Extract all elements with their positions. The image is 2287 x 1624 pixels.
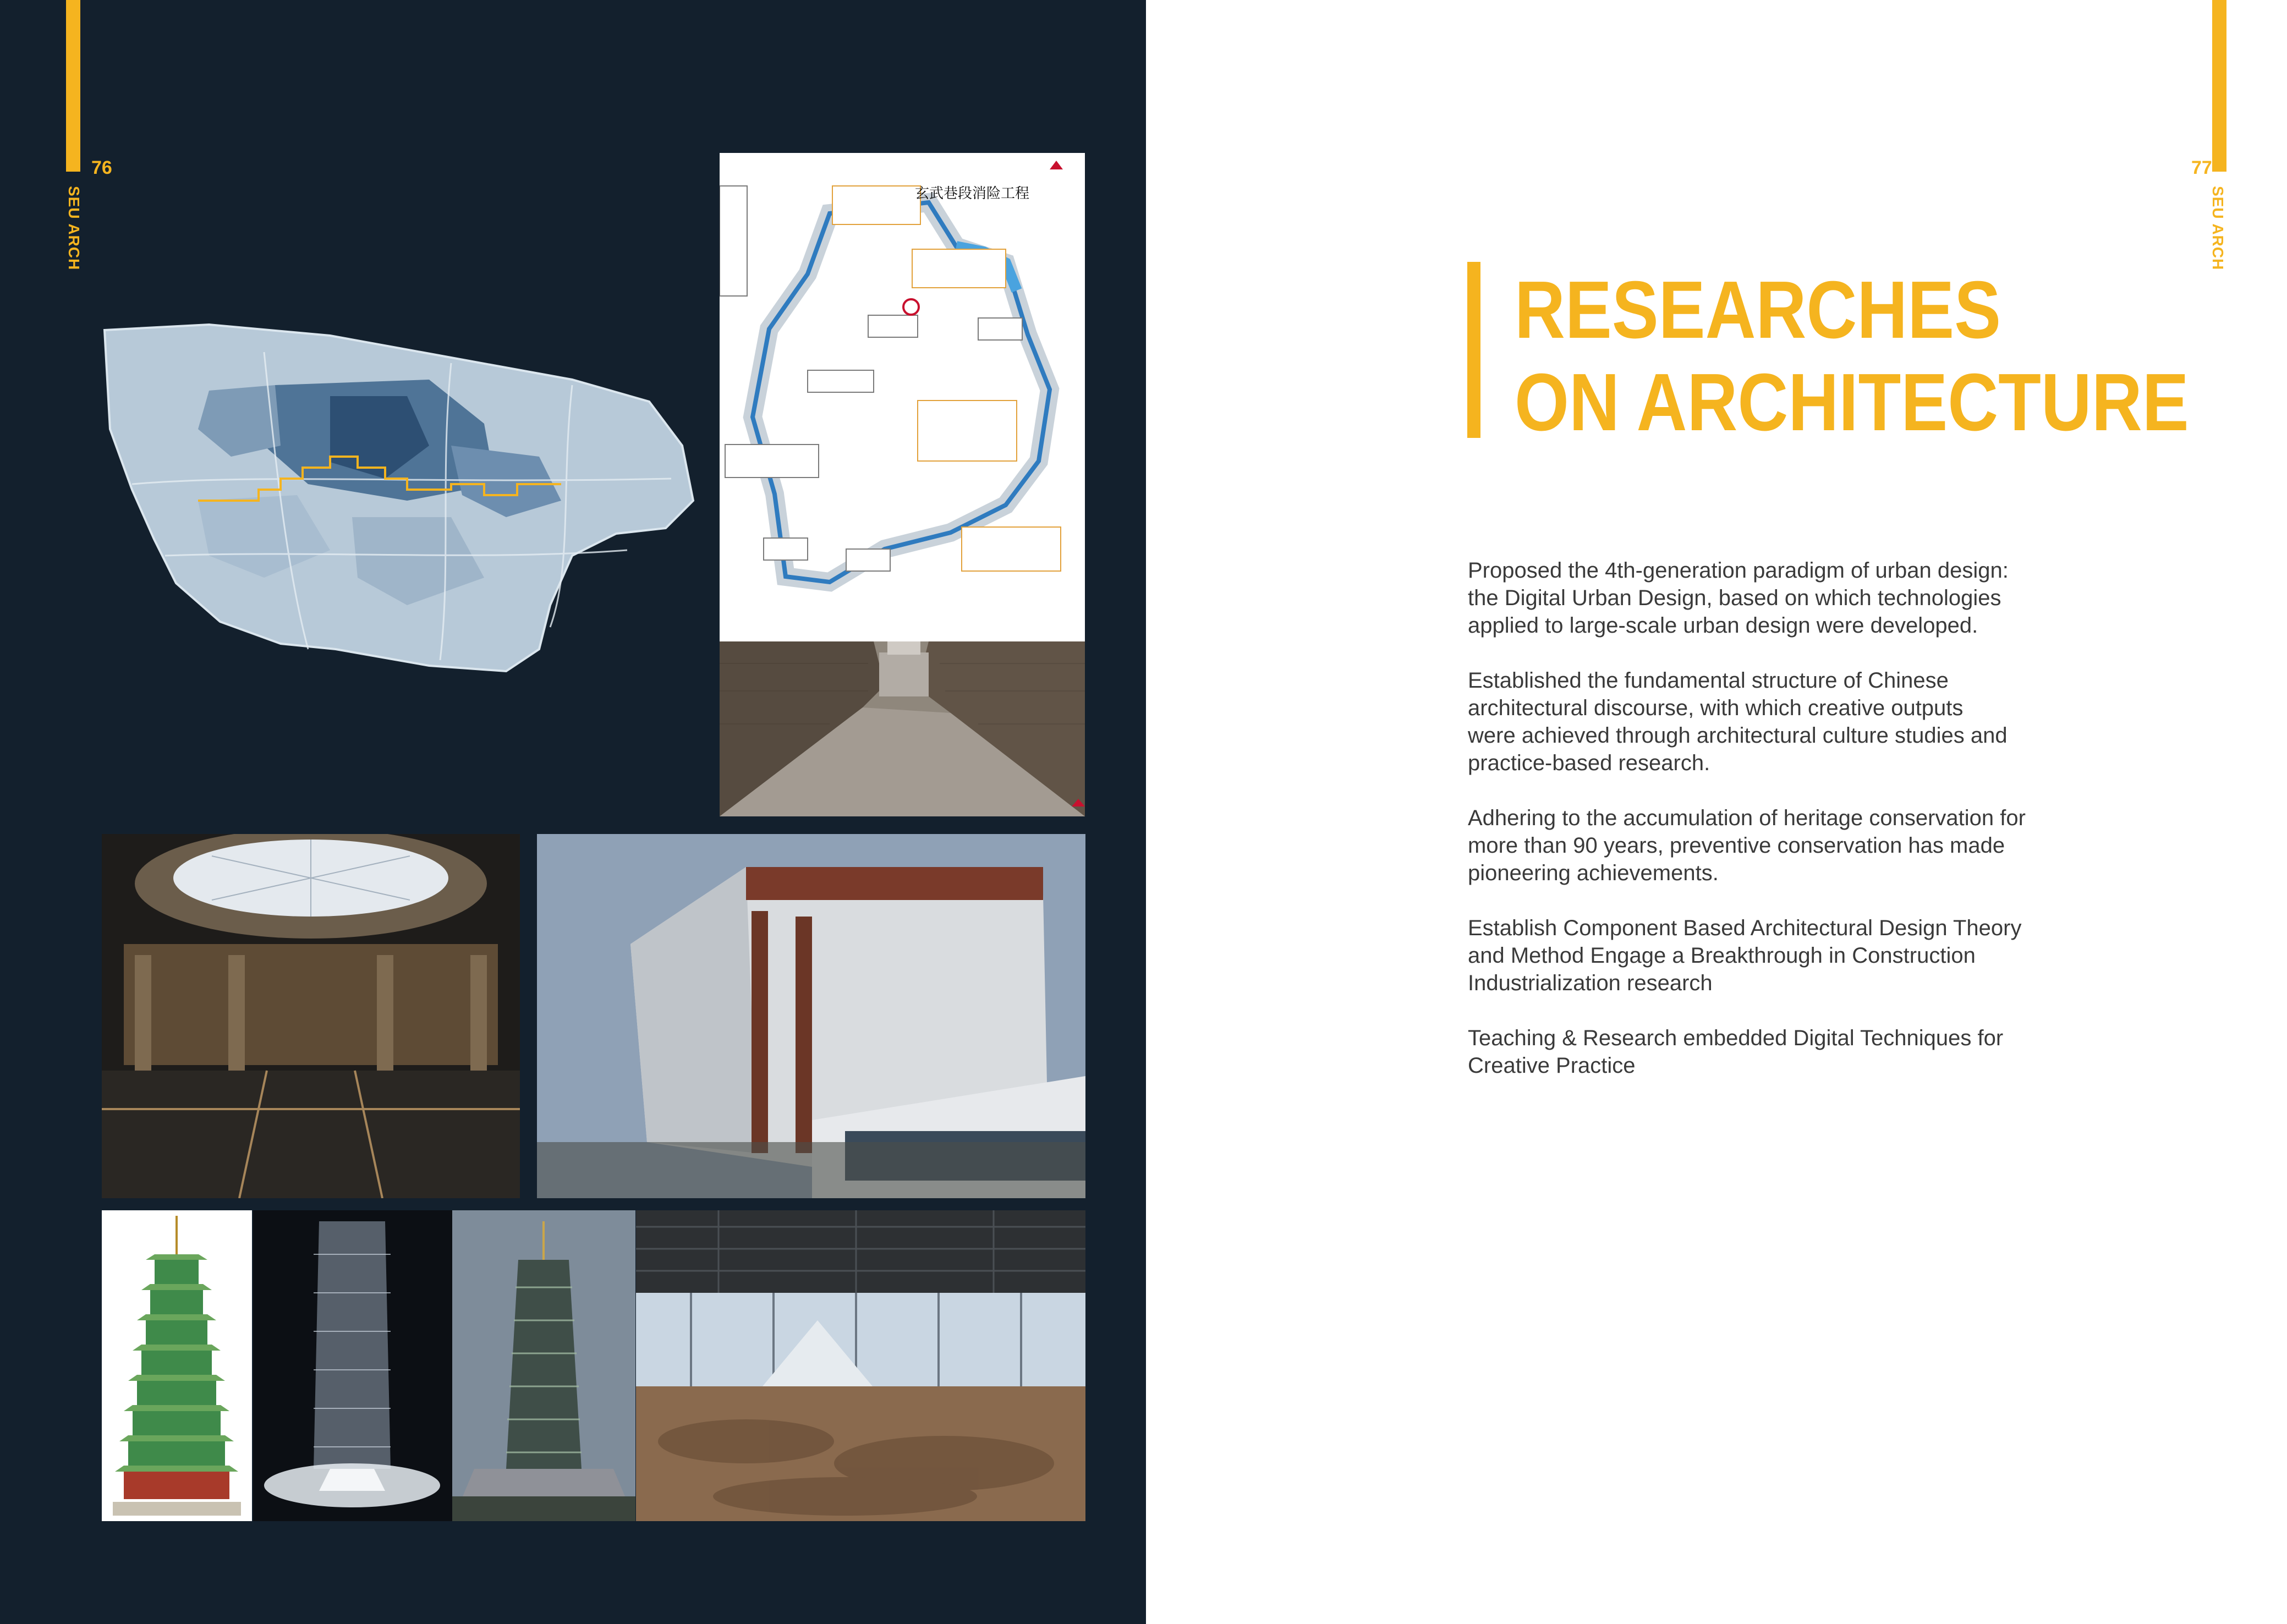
section-heading-line1: RESEARCHES [1515, 265, 2001, 355]
left-page-number: 76 [91, 157, 112, 178]
city-wall-plan-image [720, 153, 1085, 641]
section-heading-line2: ON ARCHITECTURE [1515, 357, 2189, 448]
domed-hall-interior-photo [102, 834, 520, 1198]
pagoda-construction-photo [452, 1210, 635, 1521]
urban-3d-model-image [99, 319, 704, 682]
paragraph-heritage-conservation: Adhering to the accumulation of heritage conservation for more than 90 years, preventive conservation has made pioneering achievements. [1468, 806, 2026, 885]
glass-pagoda-night-photo [253, 1210, 452, 1521]
paragraph-component-design: Establish Component Based Architectural Design Theory and Method Engage a Breakthrough in Construction Industrialization research [1468, 916, 2022, 995]
right-running-head: SEU ARCH [2209, 186, 2226, 271]
right-accent-bar [2212, 0, 2226, 172]
paragraph-digital-urban-design: Proposed the 4th-generation paradigm of urban design: the Digital Urban Design, based on which technologies applied to large-scale urban design were developed. [1468, 558, 2009, 638]
wall-plan-title: 玄武巷段消险工程 [915, 185, 1030, 202]
archaeological-site-hall-photo [636, 1210, 1085, 1521]
left-running-head: SEU ARCH [65, 186, 83, 271]
body-text [1468, 557, 2106, 1107]
pagoda-elevation-drawing [102, 1210, 252, 1521]
paragraph-digital-techniques: Teaching & Research embedded Digital Techniques for Creative Practice [1468, 1026, 2004, 1078]
city-wall-walkway-photo [720, 641, 1085, 816]
section-heading [1515, 264, 2189, 449]
right-page-number: 77 [2191, 157, 2212, 178]
museum-exterior-photo [537, 834, 1085, 1198]
heading-accent-bar [1467, 262, 1480, 438]
paragraph-architectural-discourse: Established the fundamental structure of Chinese architectural discourse, with which creative outputs were achieved through architectural culture studies and practice-based research. [1468, 668, 2008, 775]
left-accent-bar [66, 0, 80, 172]
